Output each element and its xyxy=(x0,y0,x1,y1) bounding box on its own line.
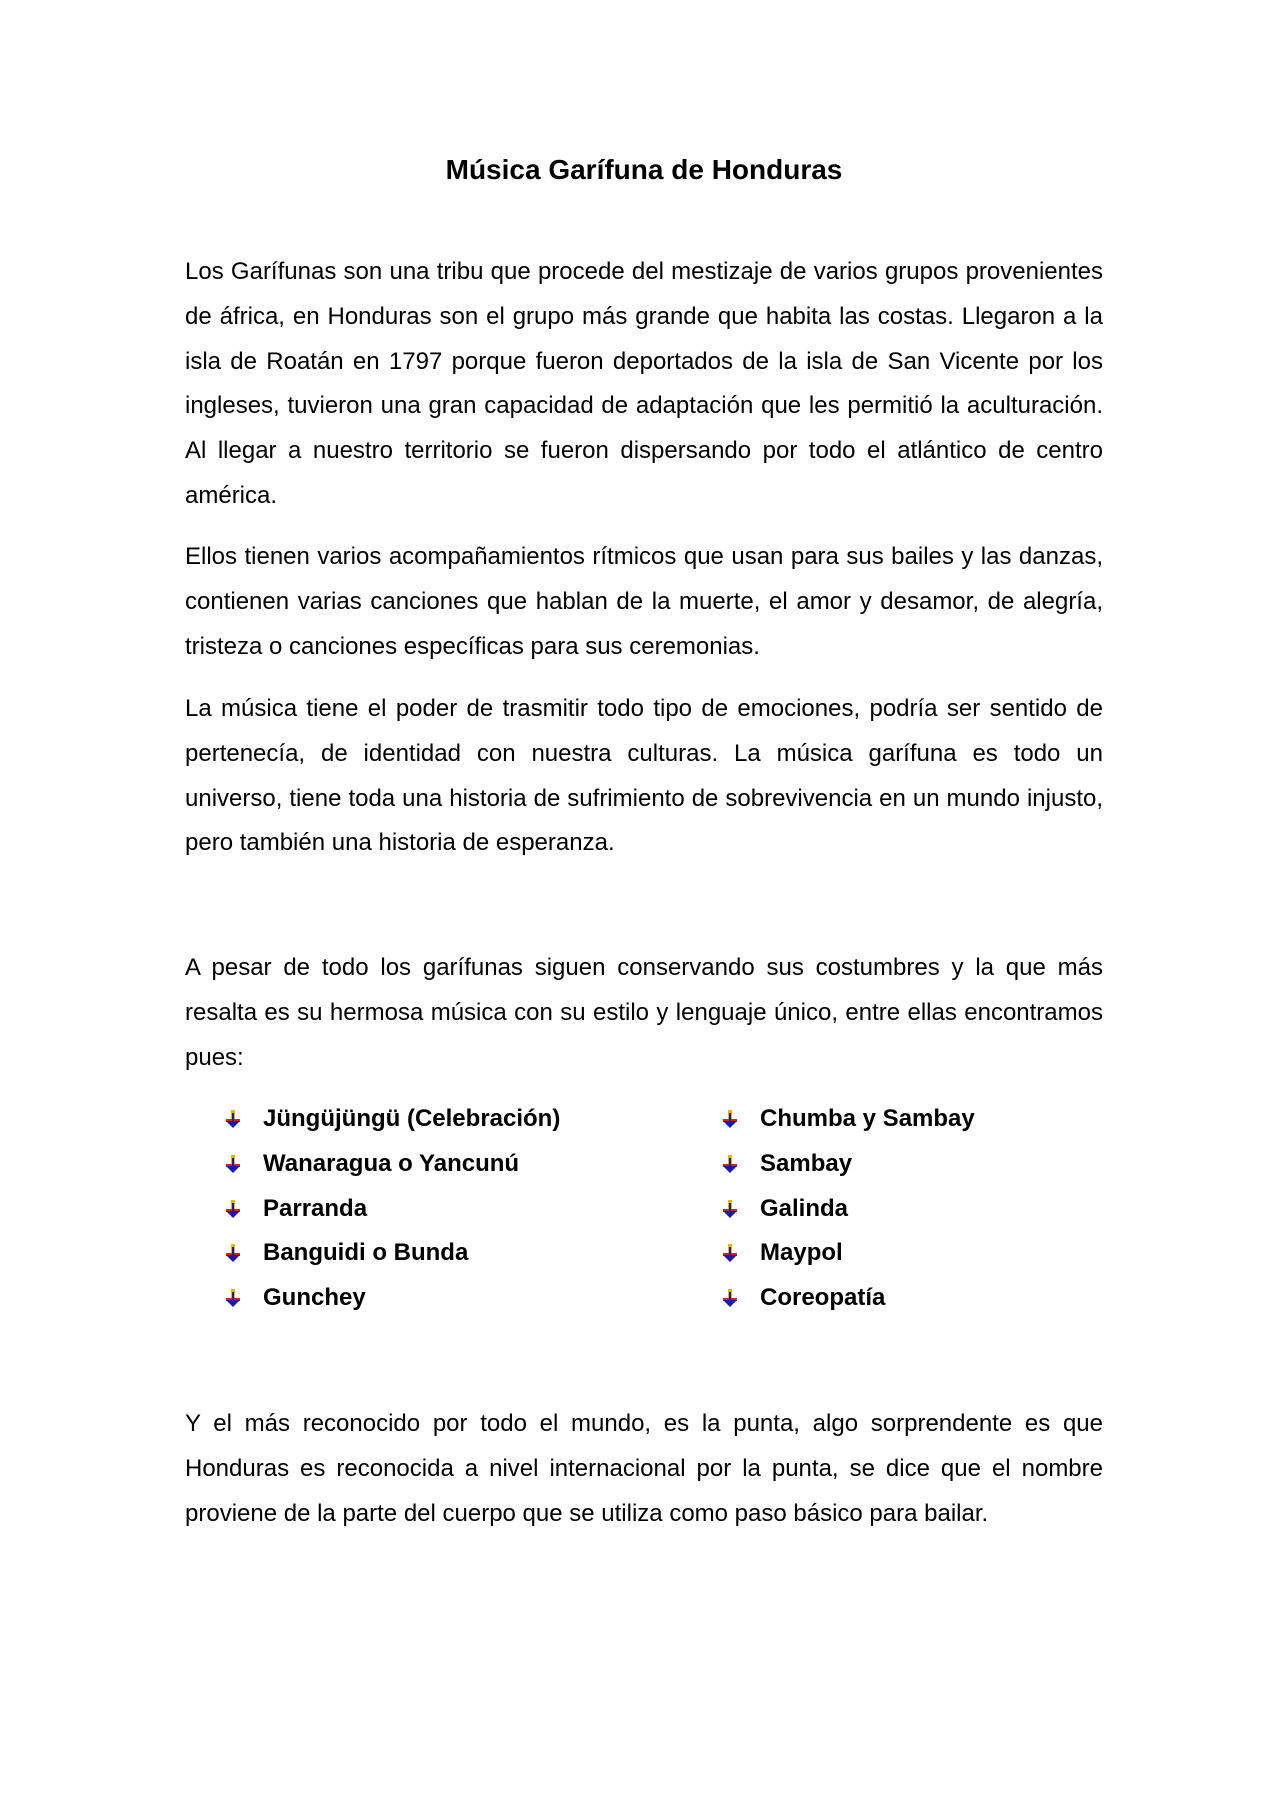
music-style-name: Gunchey xyxy=(263,1284,366,1312)
down-arrow-bullet-icon xyxy=(722,1155,738,1173)
music-style-name: Jüngüjüngü (Celebración) xyxy=(263,1105,561,1132)
list-item xyxy=(225,1187,705,1232)
music-style-name: Wanaragua o Yancunú xyxy=(263,1149,520,1177)
down-arrow-bullet-icon xyxy=(722,1289,738,1307)
music-style-name: Chumba y Sambay xyxy=(760,1105,975,1132)
paragraph-garifuna-origin: Los Garífunas son una tribu que procede del mestizaje de varios grupos provenientes de áfrica, en Honduras son el grupo más grande que habita las costas. Llegaron a la isla de Roatán en 1797 porque fueron deportados de la isla de San Vicente por los ingleses, tuvieron una gran capacidad de adaptación que les permitió la aculturación. Al llegar a nuestro territorio se fueron dispersando por todo el atlántico de centro américa. xyxy=(185,258,1103,509)
music-style-name: Galinda xyxy=(760,1194,849,1222)
down-arrow-bullet-icon xyxy=(225,1244,241,1262)
down-arrow-bullet-icon xyxy=(225,1155,241,1173)
list-item xyxy=(225,1231,705,1276)
list-item xyxy=(722,1097,1102,1142)
down-arrow-bullet-icon xyxy=(722,1110,738,1128)
music-styles-list-left xyxy=(225,1097,705,1321)
list-item xyxy=(722,1142,1102,1187)
down-arrow-bullet-icon xyxy=(722,1244,738,1262)
music-style-name: Coreopatía xyxy=(760,1284,886,1312)
paragraph-punta: Y el más reconocido por todo el mundo, es la punta, algo sorprendente es que Honduras es reconocida a nivel internacional por la punta, se dice que el nombre proviene de la parte del cuerpo que se utiliza como paso básico para bailar. xyxy=(185,1410,1103,1527)
music-style-name: Sambay xyxy=(760,1149,853,1177)
down-arrow-bullet-icon xyxy=(225,1110,241,1128)
list-item xyxy=(225,1142,705,1187)
down-arrow-bullet-icon xyxy=(722,1200,738,1218)
paragraph-rhythmic-accompaniments: Ellos tienen varios acompañamientos rítmicos que usan para sus bailes y las danzas, contienen varias canciones que hablan de la muerte, el amor y desamor, de alegría, tristeza o canciones específicas para sus ceremonias. xyxy=(185,543,1103,660)
down-arrow-bullet-icon xyxy=(225,1200,241,1218)
paragraph-customs-intro: A pesar de todo los garífunas siguen conservando sus costumbres y la que más resalta es su hermosa música con su estilo y lenguaje único, entre ellas encontramos pues: xyxy=(185,954,1103,1071)
music-style-name: Banguidi o Bunda xyxy=(263,1239,469,1267)
document-title: Música Garífuna de Honduras xyxy=(445,154,843,185)
music-style-name: Maypol xyxy=(760,1239,843,1267)
music-styles-list-right xyxy=(722,1097,1102,1321)
music-style-name: Parranda xyxy=(263,1194,368,1222)
list-item xyxy=(722,1187,1102,1232)
list-item xyxy=(722,1231,1102,1276)
list-item xyxy=(225,1097,705,1142)
list-item xyxy=(225,1276,705,1321)
list-item xyxy=(722,1276,1102,1321)
paragraph-music-emotions: La música tiene el poder de trasmitir todo tipo de emociones, podría ser sentido de pertenecía, de identidad con nuestra culturas. La música garífuna es todo un universo, tiene toda una historia de sufrimiento de sobrevivencia en un mundo injusto, pero también una historia de esperanza. xyxy=(185,695,1103,857)
down-arrow-bullet-icon xyxy=(225,1289,241,1307)
